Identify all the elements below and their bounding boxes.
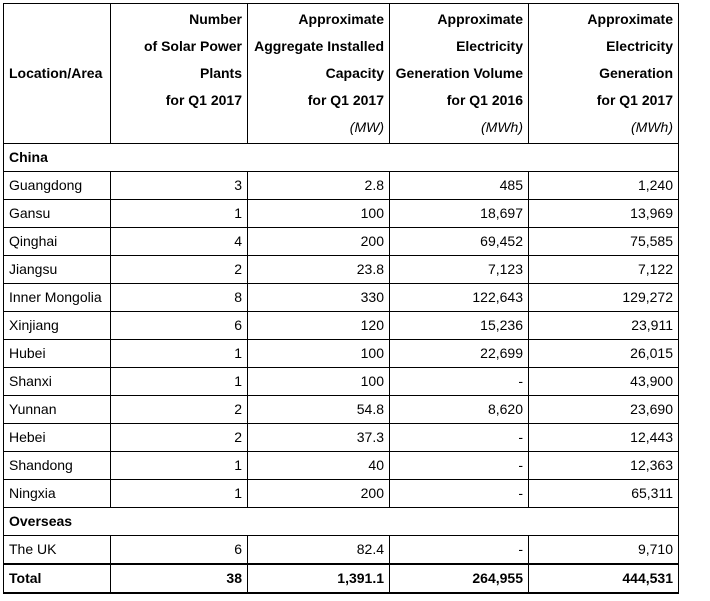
table-row bbox=[4, 172, 679, 200]
table-row bbox=[4, 368, 679, 396]
cell-location: Yunnan bbox=[4, 396, 111, 424]
cell-capacity: 100 bbox=[248, 368, 390, 396]
total-capacity: 1,391.1 bbox=[248, 564, 390, 593]
cell-gen-2017: 75,585 bbox=[529, 228, 679, 256]
table-row bbox=[4, 340, 679, 368]
header-gen2016-line: Approximate bbox=[437, 11, 523, 27]
table-header bbox=[4, 4, 679, 144]
total-row bbox=[4, 564, 679, 593]
cell-plants: 1 bbox=[111, 452, 248, 480]
cell-plants: 3 bbox=[111, 172, 248, 200]
cell-location: Guangdong bbox=[4, 172, 111, 200]
section-label: China bbox=[4, 144, 679, 172]
cell-gen-2017: 1,240 bbox=[529, 172, 679, 200]
total-label: Total bbox=[4, 564, 111, 593]
header-plants bbox=[111, 4, 248, 144]
cell-location: Inner Mongolia bbox=[4, 284, 111, 312]
cell-plants: 1 bbox=[111, 368, 248, 396]
cell-gen-2017: 9,710 bbox=[529, 536, 679, 565]
header-generation-2017 bbox=[529, 4, 679, 144]
cell-capacity: 2.8 bbox=[248, 172, 390, 200]
header-plants-line: for Q1 2017 bbox=[165, 92, 242, 108]
cell-plants: 6 bbox=[111, 312, 248, 340]
cell-location: Hebei bbox=[4, 424, 111, 452]
cell-capacity: 100 bbox=[248, 200, 390, 228]
table-row bbox=[4, 480, 679, 508]
total-plants: 38 bbox=[111, 564, 248, 593]
cell-gen-2017: 23,690 bbox=[529, 396, 679, 424]
cell-gen-2017: 23,911 bbox=[529, 312, 679, 340]
header-gen2017-line: Electricity bbox=[606, 38, 673, 54]
cell-gen-2016: - bbox=[390, 424, 529, 452]
cell-plants: 2 bbox=[111, 424, 248, 452]
table-row bbox=[4, 256, 679, 284]
header-gen2017-unit: (MWh) bbox=[631, 119, 673, 135]
table-row bbox=[4, 452, 679, 480]
cell-capacity: 200 bbox=[248, 480, 390, 508]
cell-capacity: 120 bbox=[248, 312, 390, 340]
cell-gen-2017: 7,122 bbox=[529, 256, 679, 284]
table-row bbox=[4, 312, 679, 340]
cell-gen-2017: 12,443 bbox=[529, 424, 679, 452]
cell-location: Qinghai bbox=[4, 228, 111, 256]
header-location: Location/Area bbox=[4, 4, 111, 144]
cell-gen-2016: 15,236 bbox=[390, 312, 529, 340]
header-capacity-line: Approximate bbox=[298, 11, 384, 27]
header-capacity-line: for Q1 2017 bbox=[307, 92, 384, 108]
cell-gen-2016: 69,452 bbox=[390, 228, 529, 256]
cell-gen-2017: 12,363 bbox=[529, 452, 679, 480]
cell-capacity: 200 bbox=[248, 228, 390, 256]
cell-location: The UK bbox=[4, 536, 111, 565]
header-gen2017-line: for Q1 2017 bbox=[596, 92, 673, 108]
cell-gen-2017: 43,900 bbox=[529, 368, 679, 396]
total-gen-2017: 444,531 bbox=[529, 564, 679, 593]
table-body bbox=[4, 144, 679, 594]
table-row bbox=[4, 200, 679, 228]
table-row bbox=[4, 228, 679, 256]
cell-plants: 2 bbox=[111, 256, 248, 284]
cell-plants: 4 bbox=[111, 228, 248, 256]
cell-location: Gansu bbox=[4, 200, 111, 228]
section-row bbox=[4, 144, 679, 172]
cell-gen-2017: 129,272 bbox=[529, 284, 679, 312]
header-capacity bbox=[248, 4, 390, 144]
cell-plants: 1 bbox=[111, 200, 248, 228]
cell-gen-2016: 18,697 bbox=[390, 200, 529, 228]
table-row bbox=[4, 284, 679, 312]
cell-capacity: 23.8 bbox=[248, 256, 390, 284]
cell-gen-2016: 7,123 bbox=[390, 256, 529, 284]
total-gen-2016: 264,955 bbox=[390, 564, 529, 593]
cell-plants: 1 bbox=[111, 340, 248, 368]
cell-gen-2016: - bbox=[390, 480, 529, 508]
cell-location: Ningxia bbox=[4, 480, 111, 508]
cell-location: Shanxi bbox=[4, 368, 111, 396]
section-label: Overseas bbox=[4, 508, 679, 536]
header-capacity-line: Aggregate Installed bbox=[254, 38, 384, 54]
cell-capacity: 54.8 bbox=[248, 396, 390, 424]
cell-gen-2016: - bbox=[390, 452, 529, 480]
header-gen2016-unit: (MWh) bbox=[481, 119, 523, 135]
cell-gen-2016: - bbox=[390, 536, 529, 565]
header-gen2017-line: Generation bbox=[599, 65, 673, 81]
header-gen2016-line: Generation Volume bbox=[395, 65, 523, 81]
table-row bbox=[4, 536, 679, 565]
header-gen2016-line: Electricity bbox=[456, 38, 523, 54]
header-capacity-unit: (MW) bbox=[349, 119, 384, 135]
header-plants-line: Plants bbox=[199, 65, 242, 81]
cell-gen-2016: 22,699 bbox=[390, 340, 529, 368]
cell-location: Xinjiang bbox=[4, 312, 111, 340]
header-generation-2016 bbox=[390, 4, 529, 144]
cell-gen-2016: 122,643 bbox=[390, 284, 529, 312]
cell-gen-2017: 65,311 bbox=[529, 480, 679, 508]
cell-capacity: 40 bbox=[248, 452, 390, 480]
header-plants-line: of Solar Power bbox=[143, 38, 242, 54]
cell-capacity: 330 bbox=[248, 284, 390, 312]
cell-plants: 1 bbox=[111, 480, 248, 508]
cell-gen-2016: 485 bbox=[390, 172, 529, 200]
cell-plants: 2 bbox=[111, 396, 248, 424]
header-plants-line: Number bbox=[189, 11, 242, 27]
header-gen2016-line: for Q1 2016 bbox=[446, 92, 523, 108]
cell-location: Hubei bbox=[4, 340, 111, 368]
header-capacity-line: Capacity bbox=[325, 65, 384, 81]
table-row bbox=[4, 396, 679, 424]
cell-plants: 8 bbox=[111, 284, 248, 312]
section-row bbox=[4, 508, 679, 536]
cell-location: Shandong bbox=[4, 452, 111, 480]
cell-capacity: 100 bbox=[248, 340, 390, 368]
cell-plants: 6 bbox=[111, 536, 248, 565]
cell-gen-2016: - bbox=[390, 368, 529, 396]
table-row bbox=[4, 424, 679, 452]
solar-plants-table bbox=[3, 3, 679, 594]
cell-capacity: 37.3 bbox=[248, 424, 390, 452]
cell-gen-2017: 13,969 bbox=[529, 200, 679, 228]
cell-gen-2016: 8,620 bbox=[390, 396, 529, 424]
cell-location: Jiangsu bbox=[4, 256, 111, 284]
cell-capacity: 82.4 bbox=[248, 536, 390, 565]
cell-gen-2017: 26,015 bbox=[529, 340, 679, 368]
header-gen2017-line: Approximate bbox=[587, 11, 673, 27]
